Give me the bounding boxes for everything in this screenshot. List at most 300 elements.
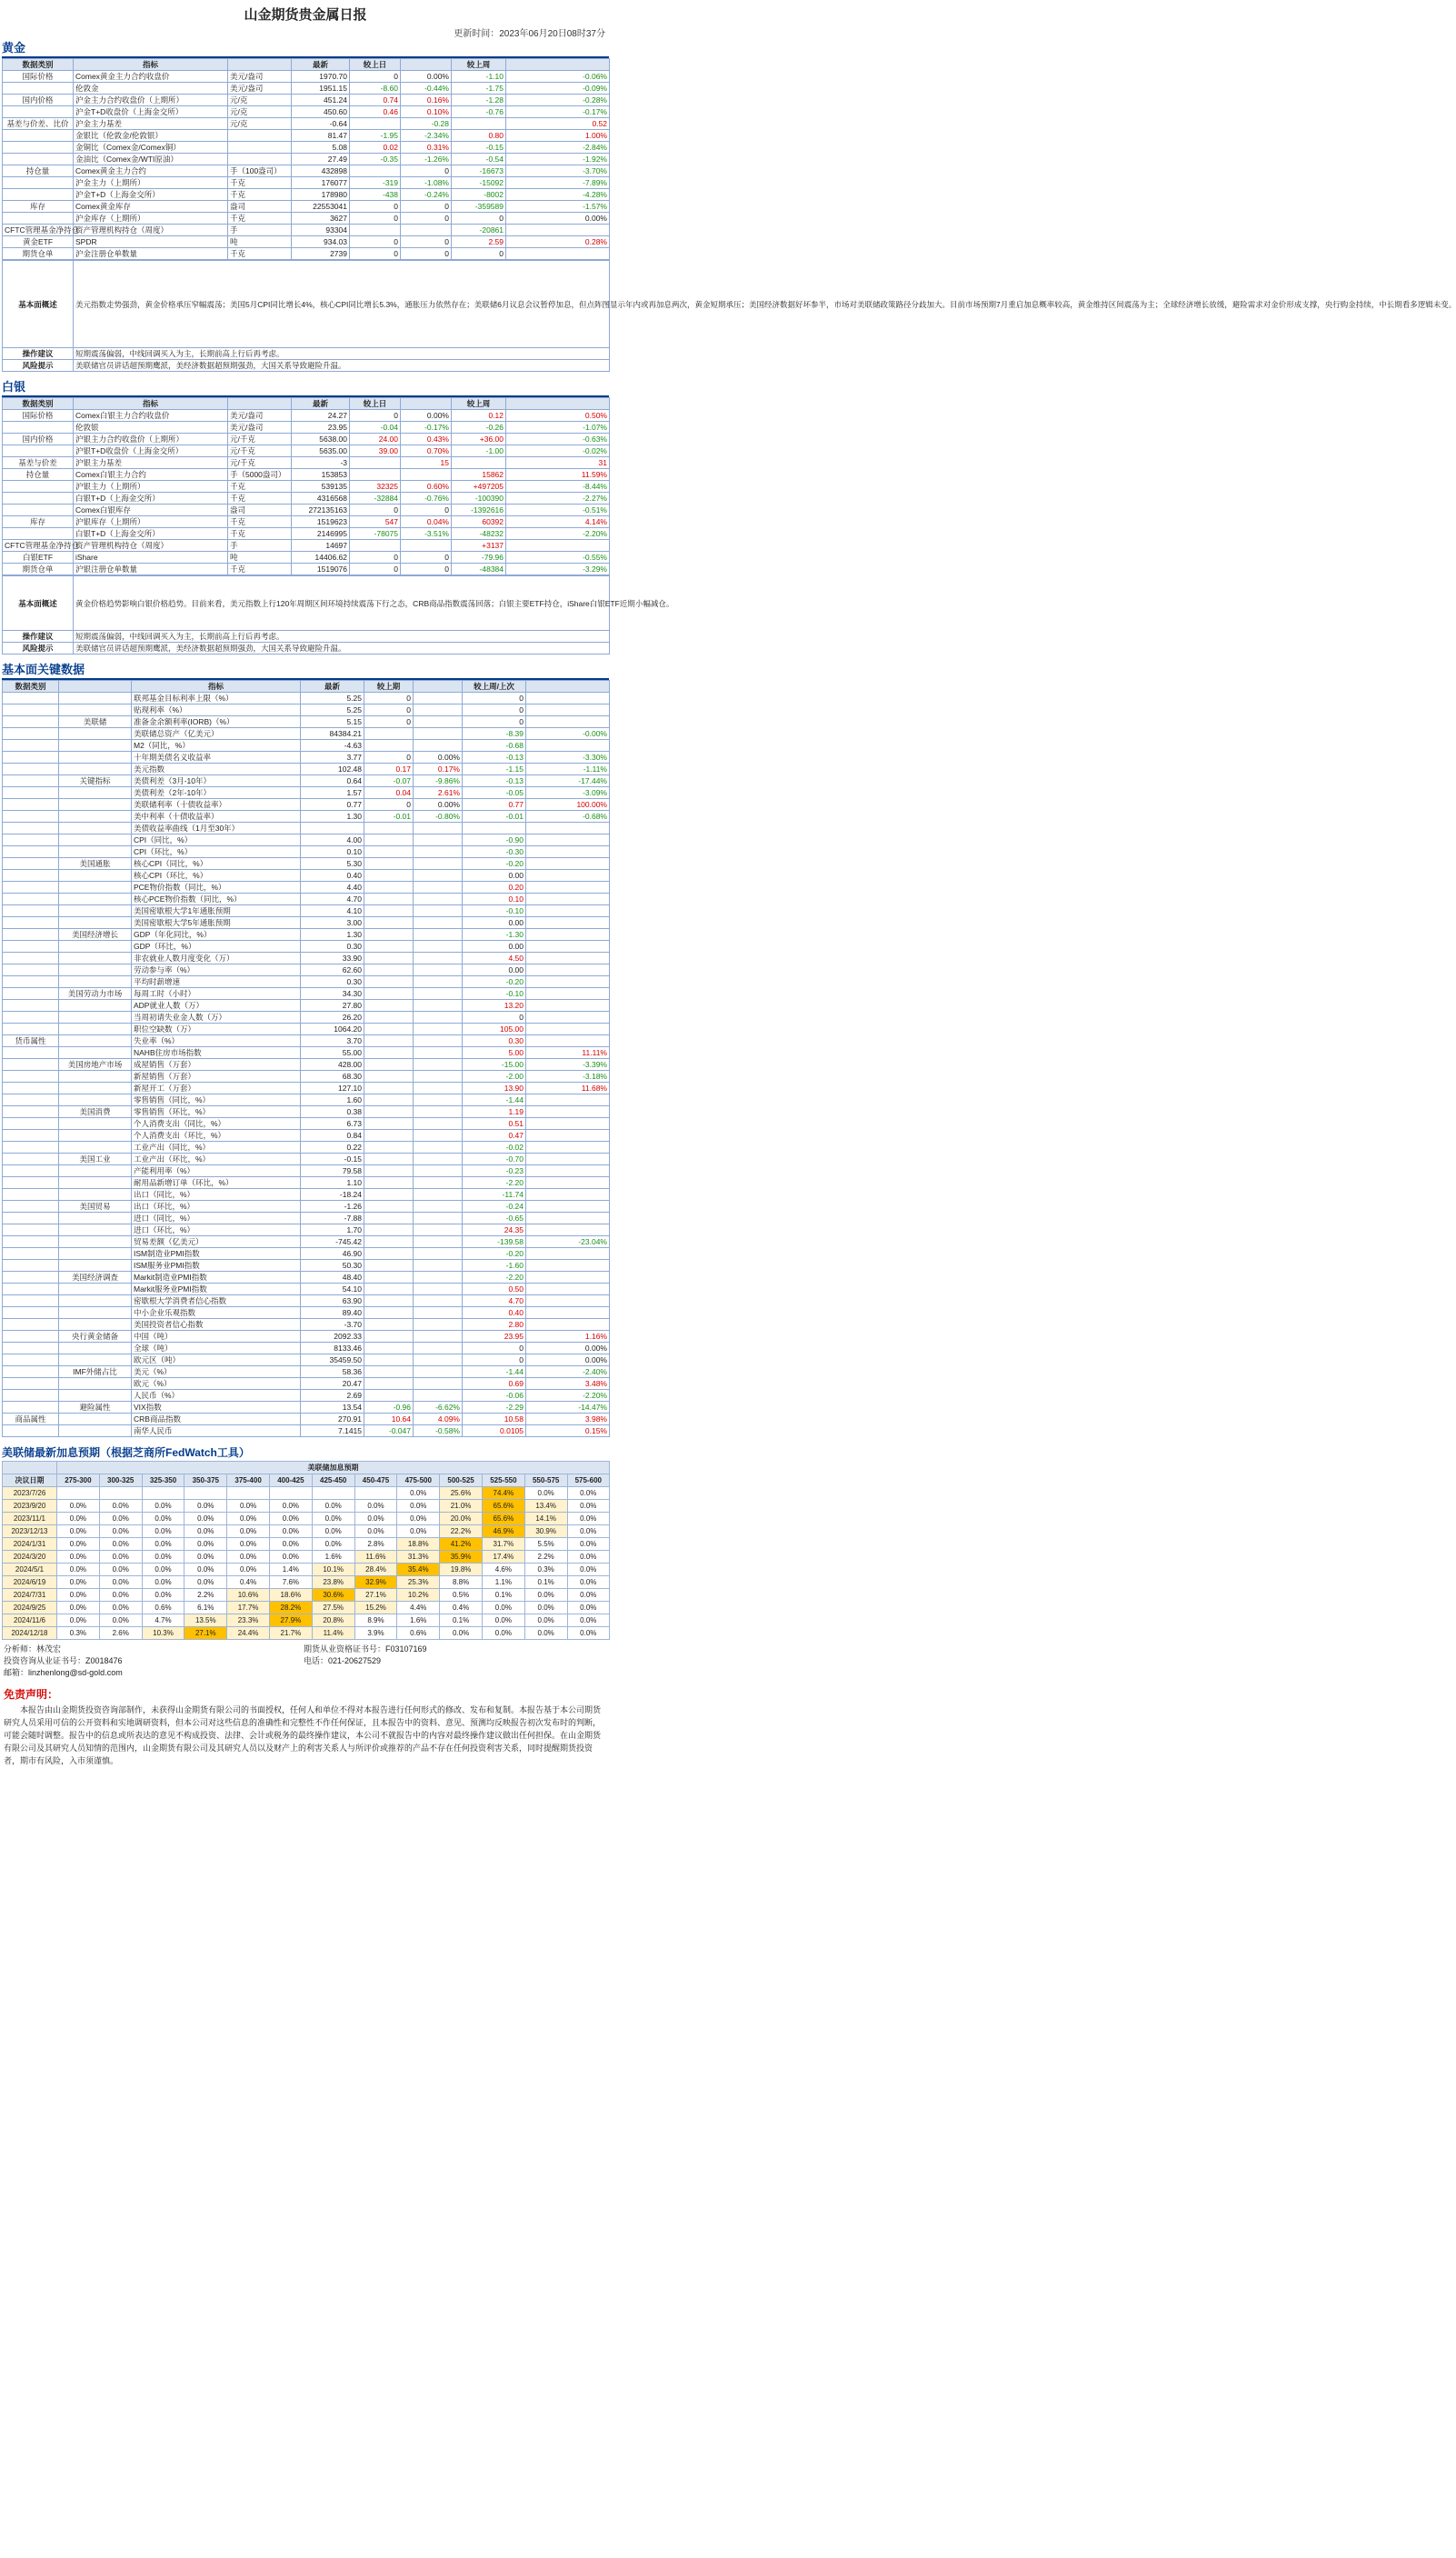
analyst-name: 分析师：林茂宏 — [4, 1644, 62, 1654]
fundamental-row — [3, 1094, 610, 1106]
silver-section-title: 白银 — [2, 380, 26, 394]
fundamental-cell: 中国（吨） — [132, 1331, 301, 1343]
fundamental-cell: 54.10 — [301, 1284, 364, 1295]
silver-cell: 0.60% — [401, 481, 452, 493]
fundamental-cell: 美国工业 — [59, 1154, 132, 1165]
fundamental-cell — [59, 1118, 132, 1130]
fundamental-cell — [414, 1343, 463, 1354]
fundamental-header-row — [3, 681, 610, 693]
fundamental-row — [3, 787, 610, 799]
fundamental-cell: 0.10 — [463, 894, 526, 905]
footer-row-2 — [4, 1655, 607, 1667]
gold-row — [3, 248, 610, 260]
fundamental-cell — [3, 740, 59, 752]
fundamental-cell: 0 — [463, 693, 526, 704]
fundamental-cell — [526, 1130, 610, 1142]
fedwatch-prob: 1.6% — [312, 1551, 354, 1564]
fundamental-cell: -0.20 — [463, 1248, 526, 1260]
gold-cell: 432898 — [292, 165, 350, 177]
gold-cell — [3, 177, 74, 189]
fundamental-cell — [526, 704, 610, 716]
fundamental-cell: 105.00 — [463, 1024, 526, 1035]
silver-cell: 美元/盎司 — [228, 410, 292, 422]
fundamental-cell — [59, 1189, 132, 1201]
fundamental-row — [3, 870, 610, 882]
fundamental-cell — [3, 1000, 59, 1012]
fundamental-row — [3, 1024, 610, 1035]
fundamental-cell — [364, 917, 414, 929]
silver-cell: 5638.00 — [292, 434, 350, 445]
gold-cell: 0 — [350, 71, 401, 83]
fundamental-cell: 0.84 — [301, 1130, 364, 1142]
gold-cell: 451.24 — [292, 95, 350, 106]
fundamental-cell: 美国经济增长 — [59, 929, 132, 941]
fundamental-cell — [414, 716, 463, 728]
fedwatch-prob: 0.0% — [99, 1525, 142, 1538]
fundamental-row — [3, 1284, 610, 1295]
fedwatch-prob: 0.0% — [99, 1576, 142, 1589]
fundamental-row — [3, 1295, 610, 1307]
fedwatch-prob: 0.0% — [397, 1500, 440, 1513]
gold-cell: 金银比（伦敦金/伦敦银） — [74, 130, 228, 142]
fundamental-cell: 0 — [364, 693, 414, 704]
silver-cell: -0.63% — [506, 434, 610, 445]
fundamental-cell — [3, 953, 59, 964]
silver-cell: 0.12 — [452, 410, 506, 422]
fundamental-cell — [3, 929, 59, 941]
fundamental-row — [3, 1378, 610, 1390]
fundamental-cell — [414, 1189, 463, 1201]
fundamental-cell — [59, 1236, 132, 1248]
fundamental-row — [3, 1331, 610, 1343]
fundamental-row — [3, 1390, 610, 1402]
fundamental-cell — [3, 799, 59, 811]
fundamental-cell — [59, 764, 132, 775]
fundamental-cell: 0.17% — [414, 764, 463, 775]
gold-cell: 盎司 — [228, 201, 292, 213]
fedwatch-prob: 17.4% — [482, 1551, 524, 1564]
gold-cell: 资产管理机构持仓（周度） — [74, 225, 228, 236]
fundamental-cell — [526, 716, 610, 728]
gold-cell: 沪金T+D（上海金交所） — [74, 189, 228, 201]
gold-cell: 沪金注册仓单数量 — [74, 248, 228, 260]
fundamental-cell: -0.07 — [364, 775, 414, 787]
fedwatch-column-header: 550-575 — [524, 1474, 567, 1487]
fedwatch-prob: 0.0% — [184, 1551, 227, 1564]
fundamental-cell — [364, 1000, 414, 1012]
silver-cell: 沪银库存（上期所） — [74, 516, 228, 528]
fundamental-cell — [3, 976, 59, 988]
silver-cell: 1519076 — [292, 564, 350, 575]
fundamental-cell: 0.30 — [301, 976, 364, 988]
fedwatch-prob: 0.0% — [57, 1602, 100, 1614]
fundamental-cell: M2（同比，%） — [132, 740, 301, 752]
fedwatch-date: 2024/12/18 — [3, 1627, 57, 1640]
fedwatch-column-header: 375-400 — [227, 1474, 270, 1487]
silver-cell: 千克 — [228, 564, 292, 575]
fundamental-cell: 0 — [463, 1343, 526, 1354]
fundamental-cell — [526, 1118, 610, 1130]
fundamental-cell: -0.30 — [463, 846, 526, 858]
gold-cell: -1.10 — [452, 71, 506, 83]
fundamental-cell: 84384.21 — [301, 728, 364, 740]
fundamental-cell — [3, 764, 59, 775]
fundamental-cell — [3, 1390, 59, 1402]
fundamental-cell — [3, 1106, 59, 1118]
silver-cell: -0.55% — [506, 552, 610, 564]
fedwatch-prob — [312, 1487, 354, 1500]
gold-cell: 0 — [452, 213, 506, 225]
fundamental-cell — [3, 1378, 59, 1390]
silver-cell: 15862 — [452, 469, 506, 481]
fundamental-cell — [414, 1071, 463, 1083]
fundamental-cell — [3, 1201, 59, 1213]
fundamental-row — [3, 693, 610, 704]
gold-cell: -0.64 — [292, 118, 350, 130]
fundamental-cell: 0 — [364, 704, 414, 716]
fundamental-cell — [3, 1295, 59, 1307]
gold-cell: 持仓量 — [3, 165, 74, 177]
fundamental-cell: 失业率（%） — [132, 1035, 301, 1047]
gold-cell: 0.10% — [401, 106, 452, 118]
fundamental-cell — [59, 846, 132, 858]
fundamental-cell: 个人消费支出（同比，%） — [132, 1118, 301, 1130]
fundamental-cell: -0.00% — [526, 728, 610, 740]
fundamental-cell: -3.30% — [526, 752, 610, 764]
silver-cell: 吨 — [228, 552, 292, 564]
silver-cell: 期货仓单 — [3, 564, 74, 575]
fundamental-cell: 劳动参与率（%） — [132, 964, 301, 976]
fedwatch-prob: 0.0% — [524, 1614, 567, 1627]
fundamental-cell: -139.58 — [463, 1236, 526, 1248]
gold-header-cell: 较上周 — [452, 59, 506, 71]
fundamental-cell — [526, 953, 610, 964]
fundamental-cell: -0.06 — [463, 1390, 526, 1402]
fundamental-cell: -0.80% — [414, 811, 463, 823]
fundamental-cell: 63.90 — [301, 1295, 364, 1307]
fedwatch-prob: 10.3% — [142, 1627, 184, 1640]
fundamental-cell — [3, 1272, 59, 1284]
fundamental-cell — [414, 728, 463, 740]
gold-cell: -1.08% — [401, 177, 452, 189]
fundamental-cell — [3, 858, 59, 870]
fedwatch-row — [3, 1614, 610, 1627]
fundamental-cell — [3, 1118, 59, 1130]
silver-cell: -2.27% — [506, 493, 610, 505]
gold-cell — [506, 225, 610, 236]
gold-cell: -0.24% — [401, 189, 452, 201]
fundamental-cell — [414, 1106, 463, 1118]
silver-cell: -32884 — [350, 493, 401, 505]
fundamental-row — [3, 1142, 610, 1154]
fundamental-cell — [414, 1083, 463, 1094]
fundamental-cell: -17.44% — [526, 775, 610, 787]
silver-cell: 14406.62 — [292, 552, 350, 564]
fundamental-cell: 89.40 — [301, 1307, 364, 1319]
fedwatch-prob: 0.0% — [227, 1551, 270, 1564]
fundamental-cell: -9.86% — [414, 775, 463, 787]
silver-cell: 24.27 — [292, 410, 350, 422]
fedwatch-date: 2024/9/25 — [3, 1602, 57, 1614]
fundamental-cell: 0.22 — [301, 1142, 364, 1154]
silver-header-cell — [401, 398, 452, 410]
gold-cell: -359589 — [452, 201, 506, 213]
fundamental-cell: 耐用品新增订单（环比，%） — [132, 1177, 301, 1189]
fedwatch-prob: 2.6% — [99, 1627, 142, 1640]
fundamental-cell — [364, 894, 414, 905]
fundamental-cell — [3, 1343, 59, 1354]
fundamental-cell — [59, 1047, 132, 1059]
fundamental-cell — [364, 1035, 414, 1047]
silver-cell: 基差与价差 — [3, 457, 74, 469]
silver-cell: iShare — [74, 552, 228, 564]
fundamental-cell: 55.00 — [301, 1047, 364, 1059]
fedwatch-prob: 18.6% — [269, 1589, 312, 1602]
fundamental-cell: -4.63 — [301, 740, 364, 752]
fedwatch-prob — [354, 1487, 397, 1500]
fedwatch-row — [3, 1500, 610, 1513]
fundamental-cell — [364, 1012, 414, 1024]
gold-cell — [452, 118, 506, 130]
fundamental-cell: -0.20 — [463, 976, 526, 988]
fundamental-cell — [364, 988, 414, 1000]
fedwatch-prob: 0.6% — [397, 1627, 440, 1640]
gold-row — [3, 106, 610, 118]
fundamental-cell — [414, 917, 463, 929]
silver-row — [3, 505, 610, 516]
fedwatch-column-header: 350-375 — [184, 1474, 227, 1487]
fundamental-row — [3, 1106, 610, 1118]
gold-section-title: 黄金 — [2, 41, 26, 55]
fundamental-cell: 零售销售（环比，%） — [132, 1106, 301, 1118]
fundamental-cell — [3, 1189, 59, 1201]
fundamental-cell — [3, 1165, 59, 1177]
fundamental-cell — [414, 1177, 463, 1189]
fundamental-cell: 0.40 — [463, 1307, 526, 1319]
fedwatch-prob: 0.0% — [99, 1614, 142, 1627]
fedwatch-prob: 0.0% — [567, 1487, 609, 1500]
gold-cell: 81.47 — [292, 130, 350, 142]
fundamental-cell — [526, 693, 610, 704]
fundamental-cell: 23.95 — [463, 1331, 526, 1343]
gold-advice-row — [3, 348, 610, 360]
fundamental-cell — [463, 823, 526, 834]
silver-cell: 2146995 — [292, 528, 350, 540]
fundamental-cell: -2.20 — [463, 1272, 526, 1284]
silver-advice-text: 短期震荡偏弱，中线回调买入为主，长期前高上行后再考虑。 — [74, 631, 610, 643]
fundamental-cell: -7.88 — [301, 1213, 364, 1224]
fundamental-row — [3, 823, 610, 834]
fedwatch-prob: 31.3% — [397, 1551, 440, 1564]
fundamental-cell — [59, 1390, 132, 1402]
fundamental-cell — [414, 1035, 463, 1047]
silver-cell — [3, 445, 74, 457]
gold-header-row — [3, 59, 610, 71]
fundamental-cell: 79.58 — [301, 1165, 364, 1177]
fundamental-cell: -0.65 — [463, 1213, 526, 1224]
fedwatch-prob: 21.0% — [440, 1500, 483, 1513]
silver-cell: 547 — [350, 516, 401, 528]
fedwatch-row — [3, 1538, 610, 1551]
gold-row — [3, 236, 610, 248]
fedwatch-date: 2024/7/31 — [3, 1589, 57, 1602]
fedwatch-prob: 0.0% — [184, 1500, 227, 1513]
fundamental-cell: 核心CPI（同比，%） — [132, 858, 301, 870]
fedwatch-prob: 32.9% — [354, 1576, 397, 1589]
fundamental-cell — [414, 1378, 463, 1390]
fedwatch-prob: 30.6% — [312, 1589, 354, 1602]
fundamental-cell — [59, 941, 132, 953]
fundamental-row — [3, 811, 610, 823]
fundamental-cell — [526, 1307, 610, 1319]
fundamental-cell: 8133.46 — [301, 1343, 364, 1354]
fundamental-cell: 13.90 — [463, 1083, 526, 1094]
fundamental-cell: 1.70 — [301, 1224, 364, 1236]
fedwatch-prob: 24.4% — [227, 1627, 270, 1640]
fedwatch-prob: 0.0% — [312, 1513, 354, 1525]
fundamental-cell — [414, 823, 463, 834]
silver-risk-label: 风险提示 — [3, 643, 74, 654]
silver-cell: 0.00% — [401, 410, 452, 422]
gold-cell: -0.17% — [506, 106, 610, 118]
fundamental-cell: 0 — [364, 799, 414, 811]
fundamental-cell: 1.19 — [463, 1106, 526, 1118]
fundamental-cell — [414, 1284, 463, 1295]
gold-header-cell — [506, 59, 610, 71]
fundamental-cell — [364, 1142, 414, 1154]
fundamental-cell: 1.30 — [301, 811, 364, 823]
fundamental-row — [3, 799, 610, 811]
fundamental-cell — [364, 834, 414, 846]
gold-header-cell: 数据类别 — [3, 59, 74, 71]
fundamental-cell — [59, 870, 132, 882]
fundamental-cell — [414, 1154, 463, 1165]
gold-cell: 沪金主力（上期所） — [74, 177, 228, 189]
fedwatch-prob: 14.1% — [524, 1513, 567, 1525]
fedwatch-prob: 20.0% — [440, 1513, 483, 1525]
fundamental-cell: -0.96 — [364, 1402, 414, 1414]
silver-cell — [350, 469, 401, 481]
fundamental-cell — [59, 740, 132, 752]
fedwatch-prob: 0.0% — [312, 1538, 354, 1551]
fundamental-cell — [59, 1354, 132, 1366]
fundamental-row — [3, 1059, 610, 1071]
fundamental-cell: -15.00 — [463, 1059, 526, 1071]
fedwatch-prob: 0.0% — [57, 1538, 100, 1551]
fedwatch-prob: 0.0% — [312, 1525, 354, 1538]
fedwatch-prob: 28.2% — [269, 1602, 312, 1614]
fundamental-cell: -0.13 — [463, 752, 526, 764]
fundamental-cell — [526, 1165, 610, 1177]
fundamental-cell — [414, 929, 463, 941]
silver-cell — [506, 540, 610, 552]
fundamental-cell — [526, 1024, 610, 1035]
fedwatch-prob — [99, 1487, 142, 1500]
fedwatch-prob: 20.8% — [312, 1614, 354, 1627]
fedwatch-row — [3, 1602, 610, 1614]
gold-cell: 0 — [401, 213, 452, 225]
fundamental-cell — [3, 1047, 59, 1059]
fundamental-row — [3, 1189, 610, 1201]
gold-cell: -1.92% — [506, 154, 610, 165]
silver-row — [3, 564, 610, 575]
silver-cell — [350, 457, 401, 469]
fundamental-cell: 48.40 — [301, 1272, 364, 1284]
fundamental-cell — [526, 1000, 610, 1012]
fundamental-cell: 6.73 — [301, 1118, 364, 1130]
fundamental-cell: CPI（同比，%） — [132, 834, 301, 846]
fundamental-cell — [364, 882, 414, 894]
fundamental-cell — [364, 1343, 414, 1354]
gold-cell: 3627 — [292, 213, 350, 225]
silver-row — [3, 528, 610, 540]
fundamental-cell: 11.68% — [526, 1083, 610, 1094]
fedwatch-prob: 0.1% — [440, 1614, 483, 1627]
fedwatch-prob: 3.9% — [354, 1627, 397, 1640]
gold-cell: 0 — [401, 248, 452, 260]
gold-cell: 千克 — [228, 177, 292, 189]
fedwatch-prob: 0.0% — [99, 1551, 142, 1564]
gold-news-label: 基本面概述 — [3, 261, 74, 348]
fedwatch-prob: 6.1% — [184, 1602, 227, 1614]
fundamental-cell — [3, 1094, 59, 1106]
fedwatch-prob: 2.2% — [524, 1551, 567, 1564]
fundamental-row — [3, 764, 610, 775]
fundamental-cell — [526, 1012, 610, 1024]
fundamental-row — [3, 1035, 610, 1047]
silver-row — [3, 469, 610, 481]
silver-cell: 5635.00 — [292, 445, 350, 457]
gold-header-cell: 最新 — [292, 59, 350, 71]
fundamental-cell: 1.30 — [301, 929, 364, 941]
silver-cell: 持仓量 — [3, 469, 74, 481]
fundamental-cell — [3, 894, 59, 905]
silver-cell: 美元/盎司 — [228, 422, 292, 434]
fedwatch-prob: 0.0% — [567, 1627, 609, 1640]
gold-cell: 0.00% — [506, 213, 610, 225]
fedwatch-prob: 0.4% — [440, 1602, 483, 1614]
silver-cell — [3, 505, 74, 516]
fundamental-cell — [414, 988, 463, 1000]
silver-cell: -8.44% — [506, 481, 610, 493]
silver-cell: -78075 — [350, 528, 401, 540]
fundamental-cell: -0.58% — [414, 1425, 463, 1437]
footer — [0, 1640, 611, 1683]
fundamental-row — [3, 1201, 610, 1213]
fundamental-cell — [3, 882, 59, 894]
silver-notes — [2, 575, 674, 654]
silver-cell: 0 — [350, 505, 401, 516]
gold-header-cell: 指标 — [74, 59, 228, 71]
gold-cell: 0.28% — [506, 236, 610, 248]
fundamental-cell: 工业产出（环比，%） — [132, 1154, 301, 1165]
fundamental-cell — [364, 1378, 414, 1390]
gold-cell: 基差与价差、比价 — [3, 118, 74, 130]
fundamental-cell: -3.18% — [526, 1071, 610, 1083]
silver-cell — [452, 457, 506, 469]
gold-cell — [3, 130, 74, 142]
fundamental-cell — [59, 894, 132, 905]
fundamental-cell: 0.40 — [301, 870, 364, 882]
fedwatch-prob: 0.0% — [142, 1513, 184, 1525]
gold-cell — [228, 142, 292, 154]
fundamental-cell — [59, 823, 132, 834]
fedwatch-prob — [57, 1487, 100, 1500]
silver-cell: -1392616 — [452, 505, 506, 516]
gold-cell: 0.02 — [350, 142, 401, 154]
fundamental-cell — [59, 882, 132, 894]
fundamental-cell: 5.00 — [463, 1047, 526, 1059]
